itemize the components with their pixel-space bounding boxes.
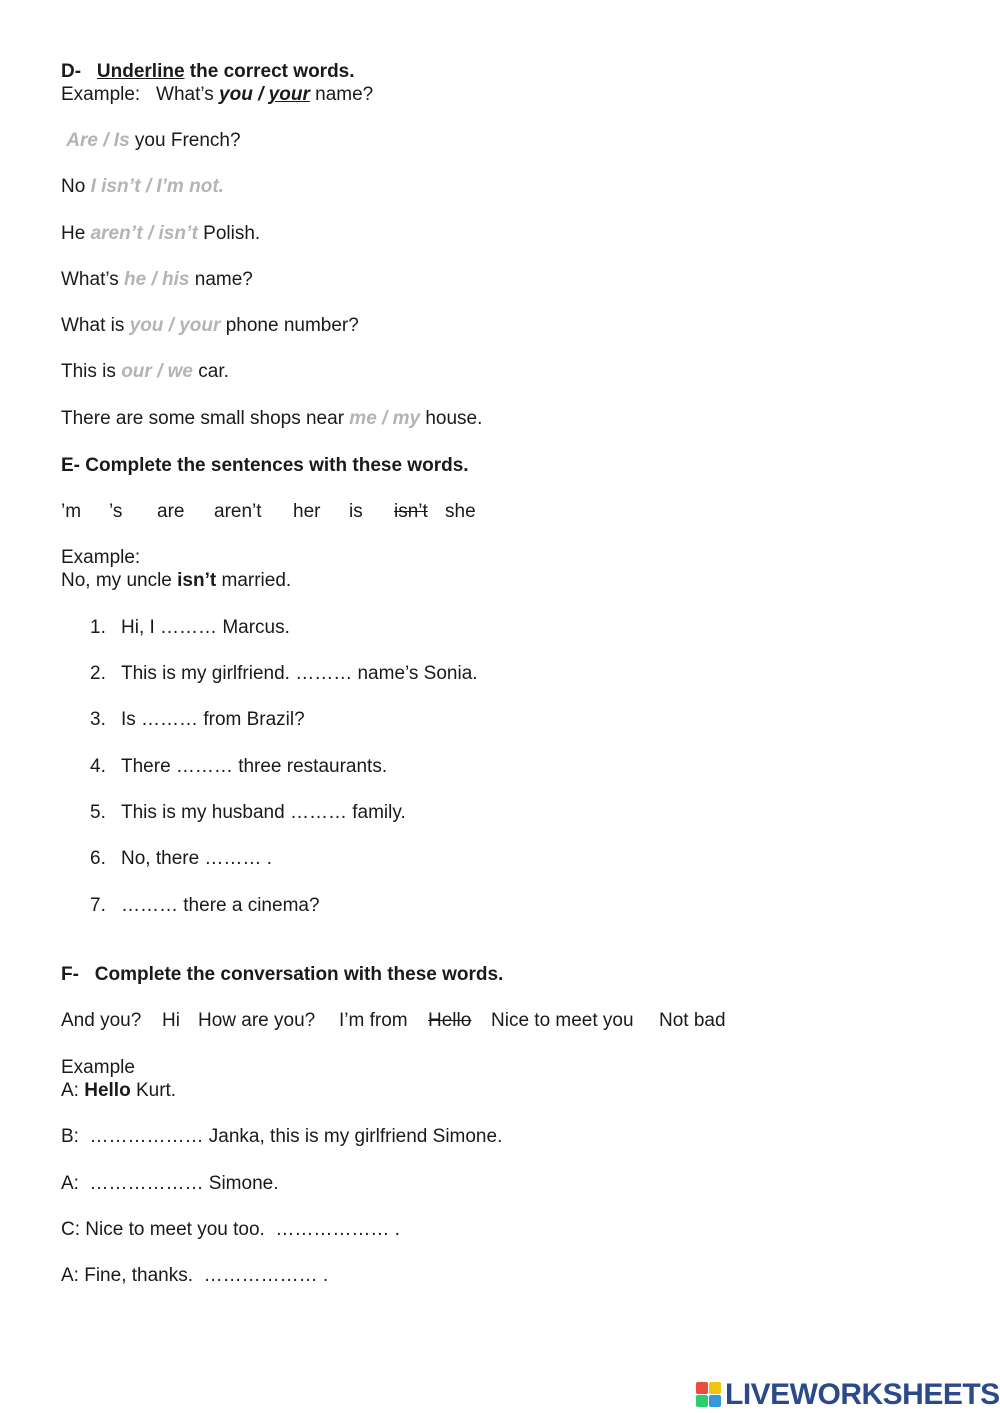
list-item[interactable]: Is ……… from Brazil? [121, 709, 305, 730]
word-bank-item: her [293, 501, 321, 522]
word-options[interactable]: Are / Is [66, 130, 130, 151]
list-item[interactable]: ……… there a cinema? [121, 895, 320, 916]
word-bank-item: I’m from [339, 1010, 408, 1031]
word-bank-item: And you? [61, 1010, 142, 1031]
logo-text: LIVEWORKSHEETS [725, 1378, 1000, 1411]
word-bank-item: ’s [109, 501, 123, 522]
word-bank-item: How are you? [198, 1010, 316, 1031]
logo-mark-icon [696, 1382, 722, 1408]
word-options[interactable]: me / my [349, 408, 421, 429]
section-f-example: A: Hello Kurt. [61, 1080, 177, 1101]
conversation-line[interactable]: C: Nice to meet you too. ……………… . [61, 1219, 400, 1240]
section-f-example-label: Example [61, 1057, 135, 1078]
word-bank-item: aren’t [214, 501, 262, 522]
section-f-heading: F- Complete the conversation with these words. [61, 964, 504, 985]
list-item[interactable]: This is my girlfriend. ……… name’s Sonia. [121, 663, 478, 684]
d-item: He aren’t / isn’t Polish. [61, 223, 261, 244]
list-item[interactable]: This is my husband ……… family. [121, 802, 406, 823]
list-item[interactable]: Hi, I ……… Marcus. [121, 617, 290, 638]
example-answer: your [268, 84, 310, 105]
conversation-line[interactable]: A: Fine, thanks. ……………… . [61, 1265, 329, 1286]
d-item: There are some small shops near me / my house. [61, 408, 483, 429]
conversation-line[interactable]: B: ……………… Janka, this is my girlfriend Simone. [61, 1126, 503, 1147]
word-options[interactable]: our / we [121, 361, 193, 382]
list-item[interactable]: No, there ……… . [121, 848, 272, 869]
d-item: Are / Is you French? [66, 130, 241, 151]
liveworksheets-logo [696, 1378, 1000, 1412]
section-e-example-label: Example: [61, 547, 141, 568]
d-item: No I isn’t / I’m not. [61, 176, 224, 197]
d-item: What’s he / his name? [61, 269, 253, 290]
word-options[interactable]: I isn’t / I’m not [90, 176, 219, 197]
word-bank-item: she [445, 501, 476, 522]
word-bank-item: ’m [61, 501, 82, 522]
section-e-heading: E- Complete the sentences with these words. [61, 455, 469, 476]
section-e-example: No, my uncle isn’t married. [61, 570, 292, 591]
section-d-example: Example: What’s you / your name? [61, 84, 374, 105]
word-bank-item: are [157, 501, 185, 522]
word-bank-item-used: Hello [428, 1010, 472, 1031]
word-bank-item: Not bad [659, 1010, 726, 1031]
conversation-line[interactable]: A: ……………… Simone. [61, 1173, 279, 1194]
d-item: What is you / your phone number? [61, 315, 359, 336]
section-d-heading: D- Underline the correct words. [61, 61, 355, 82]
underline-word: Underline [96, 61, 185, 82]
word-options[interactable]: aren’t / isn’t [90, 223, 198, 244]
word-bank-item: is [349, 501, 363, 522]
word-options[interactable]: you / your [129, 315, 221, 336]
list-item[interactable]: There ……… three restaurants. [121, 756, 388, 777]
word-bank-item-used: isn’t [394, 501, 428, 522]
word-bank-item: Nice to meet you [491, 1010, 634, 1031]
word-options[interactable]: he / his [124, 269, 190, 290]
d-item: This is our / we car. [61, 361, 229, 382]
word-bank-item: Hi [162, 1010, 180, 1031]
